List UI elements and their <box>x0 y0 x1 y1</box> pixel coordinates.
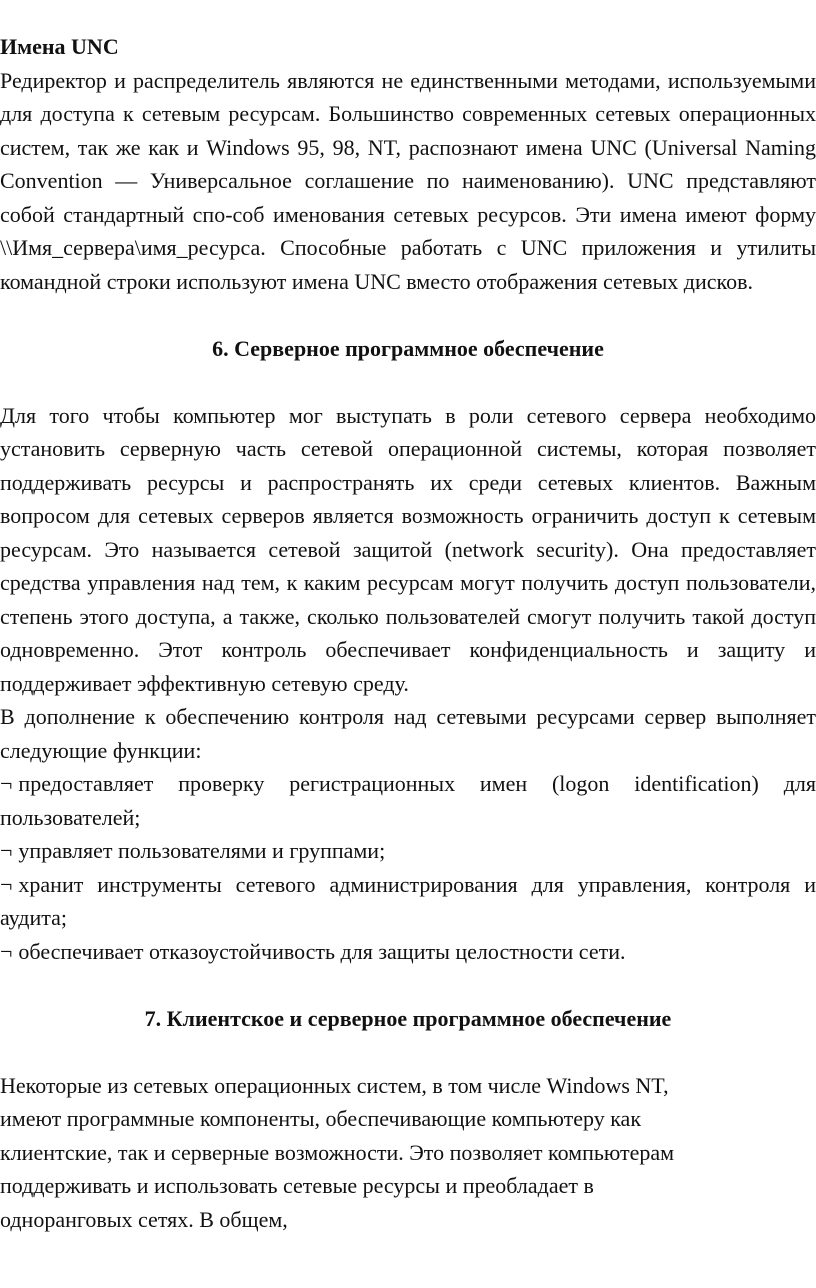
bullet-mark: ¬ <box>0 838 13 863</box>
spacer <box>0 968 816 1002</box>
bullet-text: предоставляет проверку регистрационных имен (logon identification) для пользователей; <box>0 771 816 830</box>
section-6-paragraph-2: В дополнение к обеспечению контроля над сетевыми ресурсами сервер выполняет следующие функции: <box>0 704 816 763</box>
section-7-line: клиентские, так и серверные возможности. Это позволяет компьютерам <box>0 1139 675 1165</box>
unc-paragraph: Редиректор и распределитель являются не единственными методами, используемыми для доступа к сетевым ресурсам. Большинство современных сетевых операционных систем, так же как и Windows 95, 98, NT, распознают имена UNC (Universal Naming Convention — Универсальное соглашение по наименованию). UNC представляют собой стандартный спо-соб именования сетевых ресурсов. Эти имена имеют форму \\Имя_сервера\имя_ресурса. Способные работать с UNC приложения и утилиты командной строки используют имена UNC вместо отображения сетевых дисков. <box>0 67 816 294</box>
section-7-line: поддерживать и использовать сетевые ресурсы и преобладает в <box>0 1173 594 1198</box>
bullet-text: хранит инструменты сетевого администрирования для управления, контроля и аудита; <box>0 871 816 930</box>
bullet-item <box>0 834 816 868</box>
spacer <box>0 365 816 399</box>
section-7-line: одноранговых сетях. В общем, <box>0 1206 288 1232</box>
section-6-title: 6. Серверное программное обеспечение <box>212 335 604 361</box>
bullet-text: управляет пользователями и группами; <box>18 838 386 863</box>
section-7-line: имеют программные компоненты, обеспечивающие компьютеру как <box>0 1106 642 1131</box>
spacer <box>0 298 816 332</box>
bullet-item <box>0 767 816 834</box>
section-6-paragraph-1: Для того чтобы компьютер мог выступать в роли сетевого сервера необходимо установить серверную часть сетевой операционной системы, которая позволяет поддерживать ресурсы и распространять их среди сетевых клиентов. Важным вопросом для сетевых серверов является возможность ограничить доступ к сетевым ресурсам. Это называется сетевой защитой (network security). Она предоставляет средства управления над тем, к каким ресурсам могут получить доступ пользователи, степень этого доступа, а также, сколько пользователей смогут получить такой доступ одновременно. Этот контроль обеспечивает конфиденциальность и защиту и поддерживает эффективную сетевую среду. <box>0 402 816 696</box>
section-7-line: Некоторые из сетевых операционных систем, в том числе Windows NT, <box>0 1072 669 1098</box>
spacer <box>0 1035 816 1069</box>
bullet-mark: ¬ <box>0 771 13 796</box>
bullet-mark: ¬ <box>0 871 13 897</box>
document-page <box>0 30 816 1236</box>
bullet-mark: ¬ <box>0 938 13 964</box>
unc-title: Имена UNC <box>0 34 119 59</box>
section-7-title: 7. Клиентское и серверное программное обеспечение <box>144 1005 672 1031</box>
bullet-item <box>0 935 816 969</box>
bullet-item <box>0 868 816 935</box>
bullet-text: обеспечивает отказоустойчивость для защиты целостности сети. <box>18 938 626 964</box>
